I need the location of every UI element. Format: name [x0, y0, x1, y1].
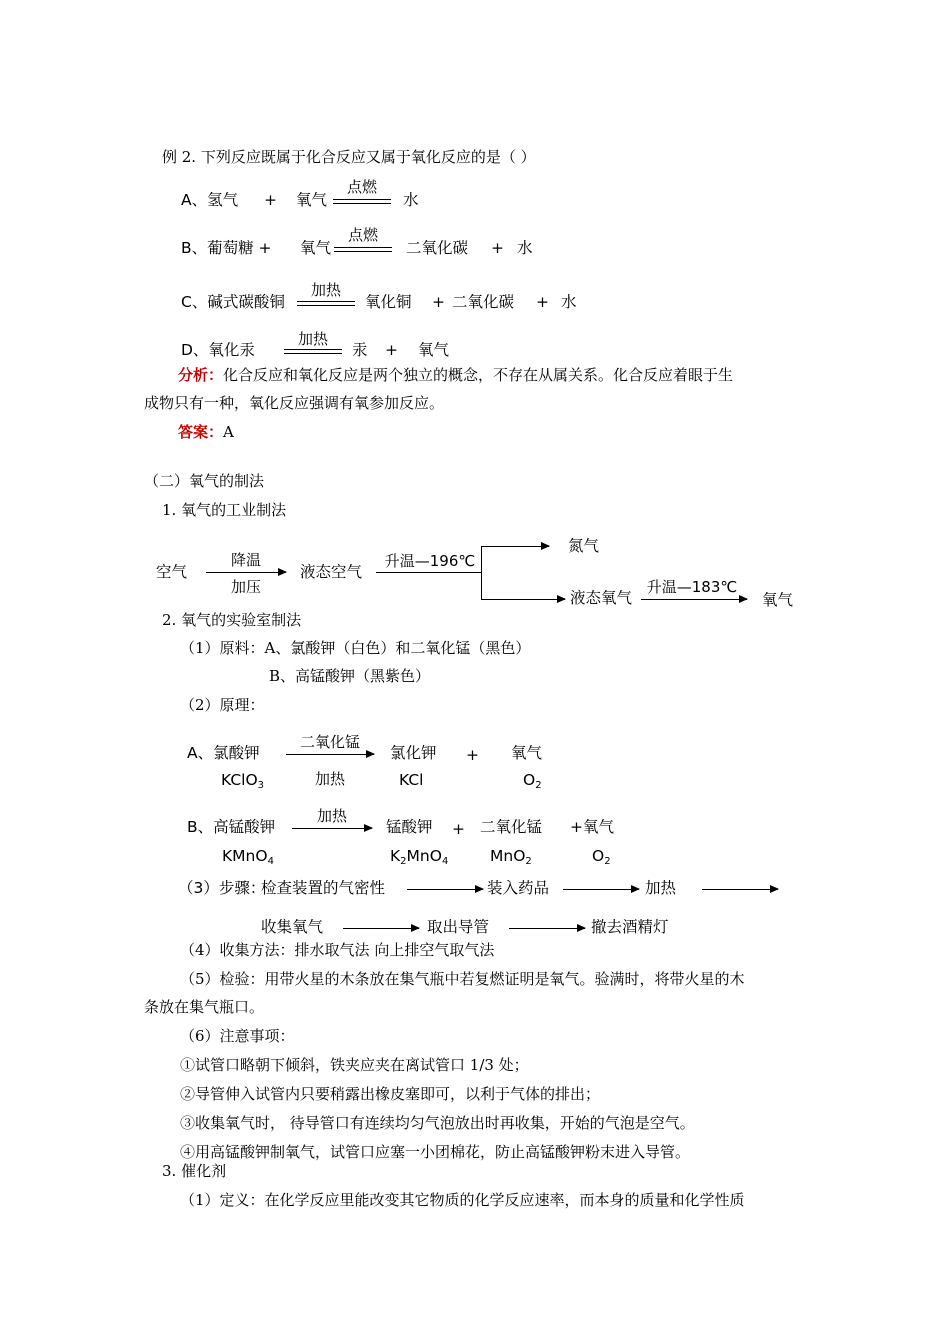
flow-arrow — [206, 572, 286, 573]
option-c-plus-2: + — [536, 293, 549, 311]
flow-cond-183: 升温—183℃ — [646, 578, 738, 596]
step-remove-lamp: 撤去酒精灯 — [591, 918, 669, 936]
analysis-line-2: 成物只有一种，氧化反应强调有氧参加反应。 — [144, 394, 445, 412]
eq-b-product-2: 二氧化锰 — [480, 818, 543, 836]
example-title: 例 2. 下列反应既属于化合反应又属于氧化反应的是（ ） — [162, 148, 536, 166]
option-a-label: A、氢气 — [181, 191, 239, 209]
flow-cond-196: 升温—196℃ — [384, 552, 476, 570]
analysis-label: 分析： — [178, 366, 224, 384]
flow-arrow — [641, 599, 747, 600]
option-c-product-1: 氧化铜 — [365, 293, 412, 311]
option-c-product-2: 二氧化碳 — [452, 293, 515, 311]
flow-air: 空气 — [156, 563, 188, 581]
flow-branch-line — [481, 546, 482, 599]
option-d-label: D、氧化汞 — [181, 341, 255, 359]
eq-a-formula-product-2: $O_2$ — [523, 771, 542, 791]
eq-a-formula-product-1: KCl — [399, 771, 424, 789]
option-c-plus-1: + — [432, 293, 445, 311]
option-a-product: 水 — [403, 191, 419, 209]
eq-a-product-2: 氧气 — [511, 744, 543, 762]
flow-nitrogen: 氮气 — [568, 537, 600, 555]
eq-a-formula-reactant: KClO$_3$ — [221, 771, 265, 791]
eq-b-label: B、高锰酸钾 — [187, 818, 276, 836]
option-c-product-3: 水 — [561, 293, 577, 311]
step-remove-tube: 取出导管 — [427, 918, 490, 936]
flow-cond-pressure: 加压 — [230, 578, 261, 596]
eq-b-arrow — [292, 828, 372, 829]
catalyst-definition: （1）定义：在化学反应里能改变其它物质的化学反应速率，而本身的质量和化学性质 — [180, 1191, 745, 1209]
option-a-reactant: 氧气 — [296, 191, 328, 209]
note-3: ③收集氧气时， 待导管口有连续均匀气泡放出时再收集，开始的气泡是空气。 — [180, 1114, 695, 1132]
eq-b-heat: 加热 — [316, 807, 347, 825]
option-b-label: B、葡萄糖 + — [181, 239, 272, 257]
test-line-2: 条放在集气瓶口。 — [144, 998, 265, 1016]
eq-b-formula-product-2: MnO$_2$ — [490, 847, 532, 867]
eq-a-catalyst: 二氧化锰 — [299, 733, 360, 751]
note-1: ①试管口略朝下倾斜，铁夹应夹在离试管口 1/3 处； — [180, 1056, 529, 1074]
option-d-product-1: 汞 — [352, 341, 368, 359]
option-a-condition: 点燃 — [346, 178, 377, 196]
test-line-1: （5）检验：用带火星的木条放在集气瓶中若复燃证明是氧气。验满时，将带火星的木 — [180, 970, 745, 988]
equals-sign — [297, 301, 355, 306]
flow-line — [376, 572, 482, 573]
answer-value: A — [223, 423, 234, 441]
analysis-line-1 — [178, 368, 733, 383]
option-b-plus: + — [491, 239, 504, 257]
eq-a-plus: + — [466, 746, 479, 764]
step-arrow — [407, 889, 483, 890]
eq-a-label: A、氯酸钾 — [187, 744, 260, 762]
industrial-title: 1. 氧气的工业制法 — [162, 501, 287, 519]
equals-sign — [284, 349, 342, 354]
answer-line — [178, 425, 234, 440]
option-b-product-1: 二氧化碳 — [406, 239, 469, 257]
eq-b-product-3: +氧气 — [570, 818, 614, 836]
note-4: ④用高锰酸钾制氧气，试管口应塞一小团棉花，防止高锰酸钾粉末进入导管。 — [180, 1143, 691, 1161]
step-arrow — [563, 889, 639, 890]
eq-b-formula-reactant: KMnO$_4$ — [222, 847, 274, 867]
option-d-product-2: 氧气 — [418, 341, 450, 359]
step-check-airtight: 检查装置的气密性 — [261, 879, 386, 897]
answer-label: 答案： — [178, 423, 224, 441]
eq-b-plus: + — [452, 820, 465, 838]
eq-a-arrow — [286, 754, 374, 755]
option-b-reactant: 氧气 — [300, 239, 332, 257]
option-a-plus: + — [264, 191, 277, 209]
flow-arrow — [481, 546, 549, 547]
collect-methods: （4）收集方法：排水取气法 向上排空气取气法 — [180, 941, 495, 959]
flow-liquid-oxygen: 液态氧气 — [570, 589, 633, 607]
step-arrow — [343, 928, 419, 929]
step-heat: 加热 — [645, 879, 677, 897]
section-title: （二）氧气的制法 — [144, 472, 265, 490]
option-d-condition: 加热 — [297, 330, 328, 348]
step-arrow — [702, 889, 778, 890]
option-c-condition: 加热 — [310, 281, 341, 299]
flow-cond-cool: 降温 — [230, 551, 261, 569]
eq-a-product-1: 氯化钾 — [390, 744, 437, 762]
step-collect-oxygen: 收集氧气 — [261, 918, 324, 936]
principle-label: （2）原理： — [180, 696, 265, 714]
flow-oxygen: 氧气 — [762, 591, 794, 609]
catalyst-title: 3. 催化剂 — [162, 1162, 227, 1180]
step-arrow — [509, 928, 585, 929]
notes-title: （6）注意事项： — [180, 1027, 295, 1045]
note-2: ②导管伸入试管内只要稍露出橡皮塞即可，以利于气体的排出； — [180, 1085, 601, 1103]
eq-b-product-1: 锰酸钾 — [386, 818, 433, 836]
lab-title: 2. 氧气的实验室制法 — [162, 611, 302, 629]
flow-liquid-air: 液态空气 — [300, 563, 363, 581]
eq-b-formula-product-3: $O_2$ — [592, 847, 611, 867]
option-c-label: C、碱式碳酸铜 — [181, 293, 285, 311]
option-b-product-2: 水 — [517, 239, 533, 257]
eq-a-heat: 加热 — [314, 770, 345, 788]
materials-line-2: B、高锰酸钾（黑紫色） — [269, 667, 431, 685]
analysis-text-1: 化合反应和氧化反应是两个独立的概念，不存在从属关系。化合反应着眼于生 — [223, 366, 734, 384]
option-d-plus: + — [385, 341, 398, 359]
equals-sign — [333, 199, 391, 204]
steps-label: （3）步骤： — [178, 879, 266, 897]
flow-arrow — [481, 599, 565, 600]
step-load-reagents: 装入药品 — [487, 879, 550, 897]
materials-line-1: （1）原料：A、氯酸钾（白色）和二氧化锰（黑色） — [180, 639, 531, 657]
eq-b-formula-product-1: $K_2MnO_4$ — [390, 847, 449, 867]
option-b-condition: 点燃 — [347, 226, 378, 244]
equals-sign — [334, 247, 392, 252]
